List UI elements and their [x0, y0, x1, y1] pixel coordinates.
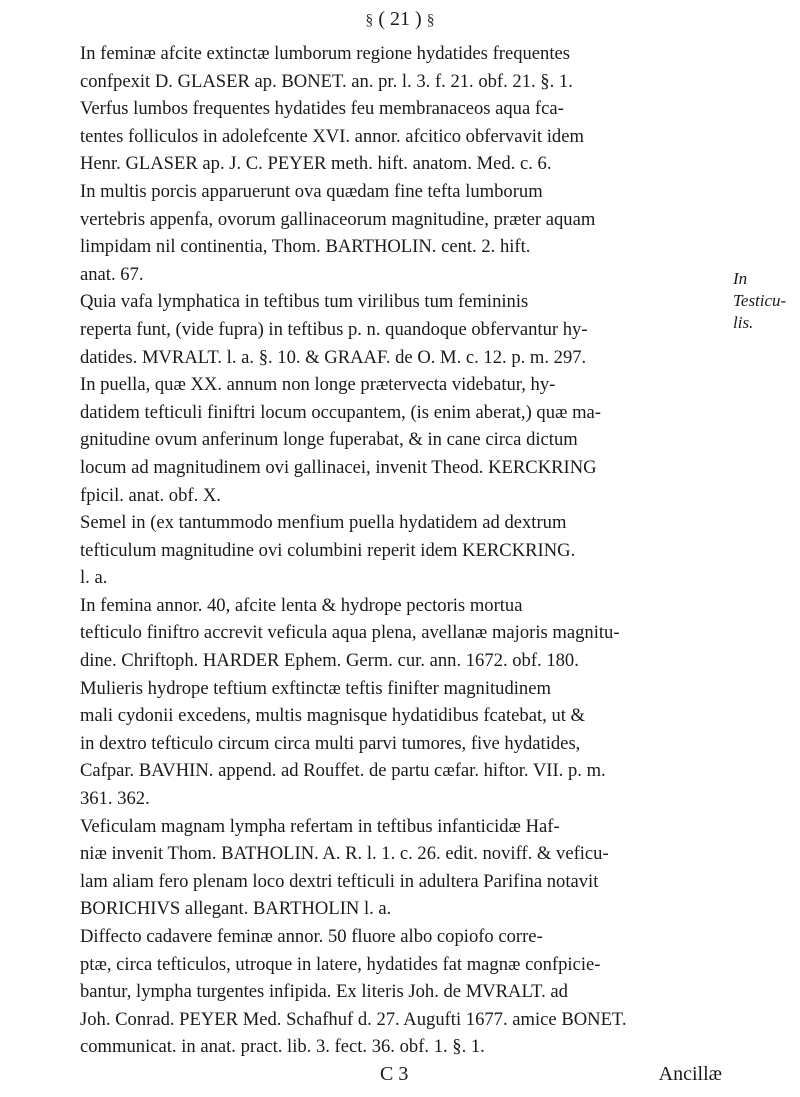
text-line: confpexit D. GLASER ap. BONET. an. pr. l. 3. f. 21. obf. 21. §. 1.	[80, 70, 573, 92]
text-line: vertebris appenfa, ovorum gallinaceorum magnitudine, præter aquam	[80, 208, 596, 230]
signature-mark: C 3	[380, 1063, 409, 1085]
text-line: In femina annor. 40, afcite lenta & hydrope pectoris mortua	[80, 594, 523, 616]
page-header	[0, 4, 800, 34]
text-line: niæ invenit Thom. BATHOLIN. A. R. l. 1. c. 26. edit. noviff. & veficu-	[80, 843, 609, 865]
text-line: reperta funt, (vide fupra) in teftibus p. n. quandoque obfervantur hy-	[80, 318, 588, 340]
text-line: datidem tefticuli finiftri locum occupantem, (is enim aberat,) quæ ma-	[80, 401, 601, 423]
text-line: Verfus lumbos frequentes hydatides feu membranaceos aqua fca-	[80, 98, 564, 120]
page-footer	[80, 1060, 722, 1088]
text-line: lam aliam fero plenam loco dextri tefticuli in adultera Parifina notavit	[80, 870, 599, 892]
text-line: mali cydonii excedens, multis magnisque hydatidibus fcatebat, ut &	[80, 705, 586, 727]
text-line: bantur, lympha turgentes infipida. Ex literis Joh. de MVRALT. ad	[80, 981, 568, 1003]
text-line: Veficulam magnam lympha refertam in teftibus infanticidæ Haf-	[80, 815, 560, 837]
text-line: Henr. GLASER ap. J. C. PEYER meth. hift. anatom. Med. c. 6.	[80, 153, 552, 175]
text-line: Diffecto cadavere feminæ annor. 50 fluore albo copiofo corre-	[80, 926, 543, 947]
text-line: 361. 362.	[80, 788, 150, 810]
text-line: Quia vafa lymphatica in teftibus tum virilibus tum femininis	[80, 291, 529, 313]
page-number: ( 21 )	[378, 8, 422, 30]
text-line: datides. MVRALT. l. a. §. 10. & GRAAF. de O. M. c. 12. p. m. 297.	[80, 346, 587, 368]
text-line: Cafpar. BAVHIN. append. ad Rouffet. de partu cæfar. hiftor. VII. p. m.	[80, 760, 606, 782]
catchword: Ancillæ	[658, 1063, 722, 1085]
text-line: BORICHIVS allegant. BARTHOLIN l. a.	[80, 898, 392, 920]
text-line: In multis porcis apparuerunt ova quædam fine tefta lumborum	[80, 180, 543, 202]
ornament-right-icon: §	[426, 12, 435, 29]
text-line: in dextro tefticulo circum circa multi parvi tumores, five hydatides,	[80, 732, 581, 754]
margin-note: In Testicu-lis.	[733, 269, 787, 332]
text-line: gnitudine ovum anferinum longe fuperabat, & in cane circa dictum	[80, 429, 578, 451]
text-line: In feminæ afcite extinctæ lumborum regione hydatides frequentes	[80, 43, 571, 64]
text-line: communicat. in anat. pract. lib. 3. fect. 36. obf. 1. §. 1.	[80, 1036, 485, 1058]
text-line: l. a.	[80, 567, 108, 589]
text-line: ptæ, circa tefticulos, utroque in latere, hydatides fat magnæ confpicie-	[80, 953, 601, 975]
ornament-left-icon: §	[365, 12, 374, 29]
text-line: tefticulum magnitudine ovi columbini reperit idem KERCKRING.	[80, 539, 576, 561]
text-line: locum ad magnitudinem ovi gallinacei, invenit Theod. KERCKRING	[80, 456, 597, 478]
text-line: Mulieris hydrope teftium exftinctæ teftis finifter magnitudinem	[80, 677, 551, 699]
text-line: Semel in (ex tantummodo menfium puella hydatidem ad dextrum	[80, 512, 567, 534]
text-line: tentes folliculos in adolefcente XVI. annor. afcitico obfervavit idem	[80, 125, 584, 147]
text-line: tefticulo finiftro accrevit veficula aqua plena, avellanæ majoris magnitu-	[80, 622, 620, 644]
text-line: Joh. Conrad. PEYER Med. Schafhuf d. 27. Augufti 1677. amice BONET.	[80, 1008, 627, 1030]
text-line: In puella, quæ XX. annum non longe prætervecta videbatur, hy-	[80, 374, 556, 396]
text-line: dine. Chriftoph. HARDER Ephem. Germ. cur. ann. 1672. obf. 180.	[80, 650, 579, 672]
text-line: anat. 67.	[80, 263, 144, 285]
text-line: limpidam nil continentia, Thom. BARTHOLIN. cent. 2. hift.	[80, 236, 531, 258]
text-line: fpicil. anat. obf. X.	[80, 484, 221, 506]
body-text	[80, 40, 712, 1061]
